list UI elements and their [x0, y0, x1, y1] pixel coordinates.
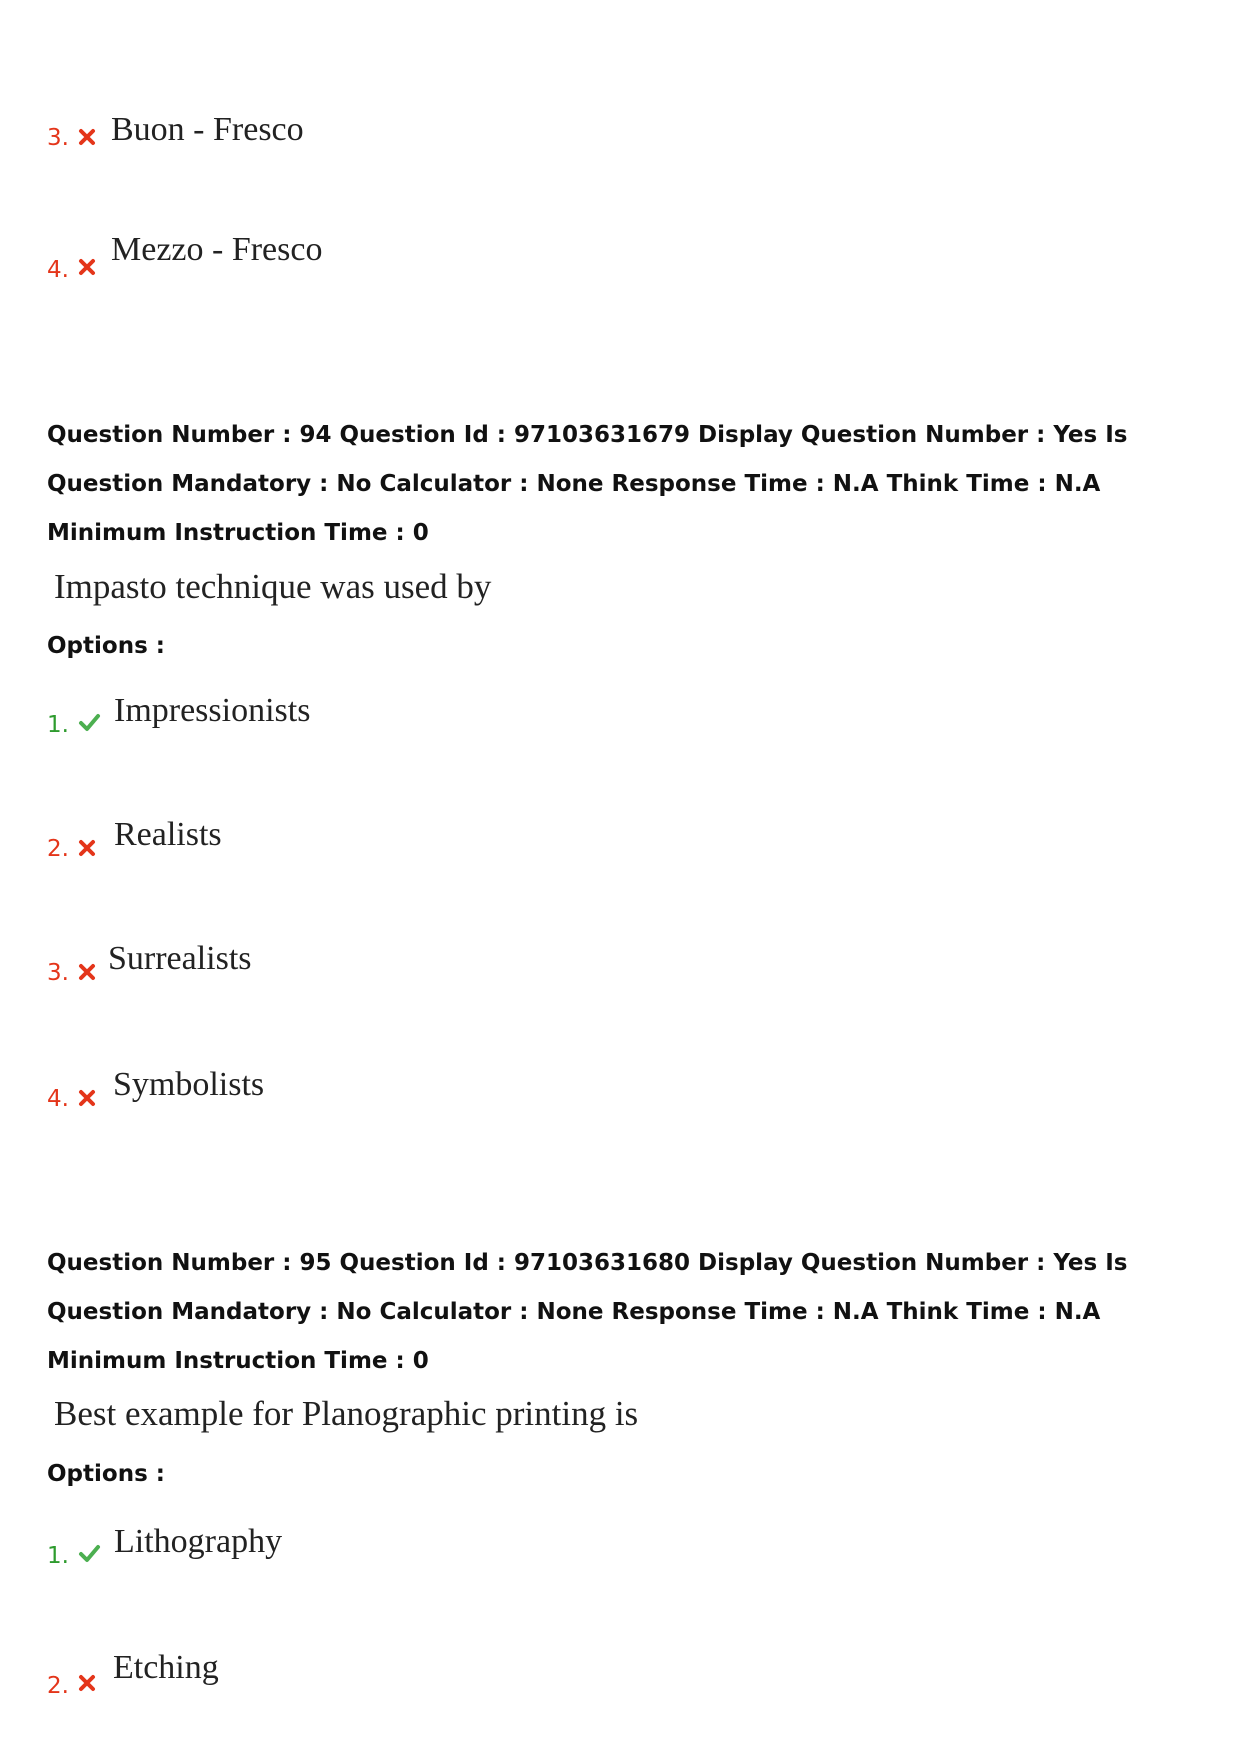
check-icon	[77, 1543, 101, 1563]
option-text: Mezzo - Fresco	[111, 231, 323, 268]
option-number: 1.	[47, 712, 69, 738]
option-row	[47, 818, 747, 878]
option-number: 4.	[47, 1086, 69, 1112]
cross-icon	[77, 127, 97, 147]
option-number: 3.	[47, 960, 69, 986]
option-row	[47, 1068, 747, 1128]
option-number: 4.	[47, 257, 69, 283]
question-text: Best example for Planographic printing is	[54, 1394, 639, 1433]
question-text: Impasto technique was used by	[54, 567, 492, 606]
cross-icon	[77, 1673, 97, 1693]
option-row	[47, 942, 747, 1002]
option-text: Symbolists	[113, 1066, 265, 1103]
question-meta: Question Number : 94 Question Id : 97103631679 Display Question Number : Yes Is Question Mandatory : No Calculator : None Response Time : N.A Think Time : N.A Minimum Instruction Time : 0	[47, 422, 1128, 546]
options-label: Options :	[47, 633, 165, 659]
option-number: 1.	[47, 1543, 69, 1569]
options-label: Options :	[47, 1461, 165, 1487]
check-icon	[77, 712, 101, 732]
cross-icon	[77, 1088, 97, 1108]
option-number: 3.	[47, 125, 69, 151]
option-row	[47, 1651, 747, 1711]
cross-icon	[77, 962, 97, 982]
option-text: Buon - Fresco	[111, 111, 304, 148]
option-number: 2.	[47, 1673, 69, 1699]
option-row	[47, 233, 747, 293]
option-text: Surrealists	[108, 940, 252, 977]
option-row	[47, 113, 747, 173]
question-meta: Question Number : 95 Question Id : 97103631680 Display Question Number : Yes Is Question Mandatory : No Calculator : None Response Time : N.A Think Time : N.A Minimum Instruction Time : 0	[47, 1250, 1128, 1374]
option-text: Lithography	[114, 1523, 283, 1560]
option-text: Impressionists	[114, 692, 311, 729]
option-text: Etching	[113, 1649, 219, 1686]
option-text: Realists	[114, 816, 222, 853]
option-number: 2.	[47, 836, 69, 862]
cross-icon	[77, 838, 97, 858]
option-row	[47, 1525, 747, 1585]
option-row	[47, 694, 747, 754]
cross-icon	[77, 257, 97, 277]
